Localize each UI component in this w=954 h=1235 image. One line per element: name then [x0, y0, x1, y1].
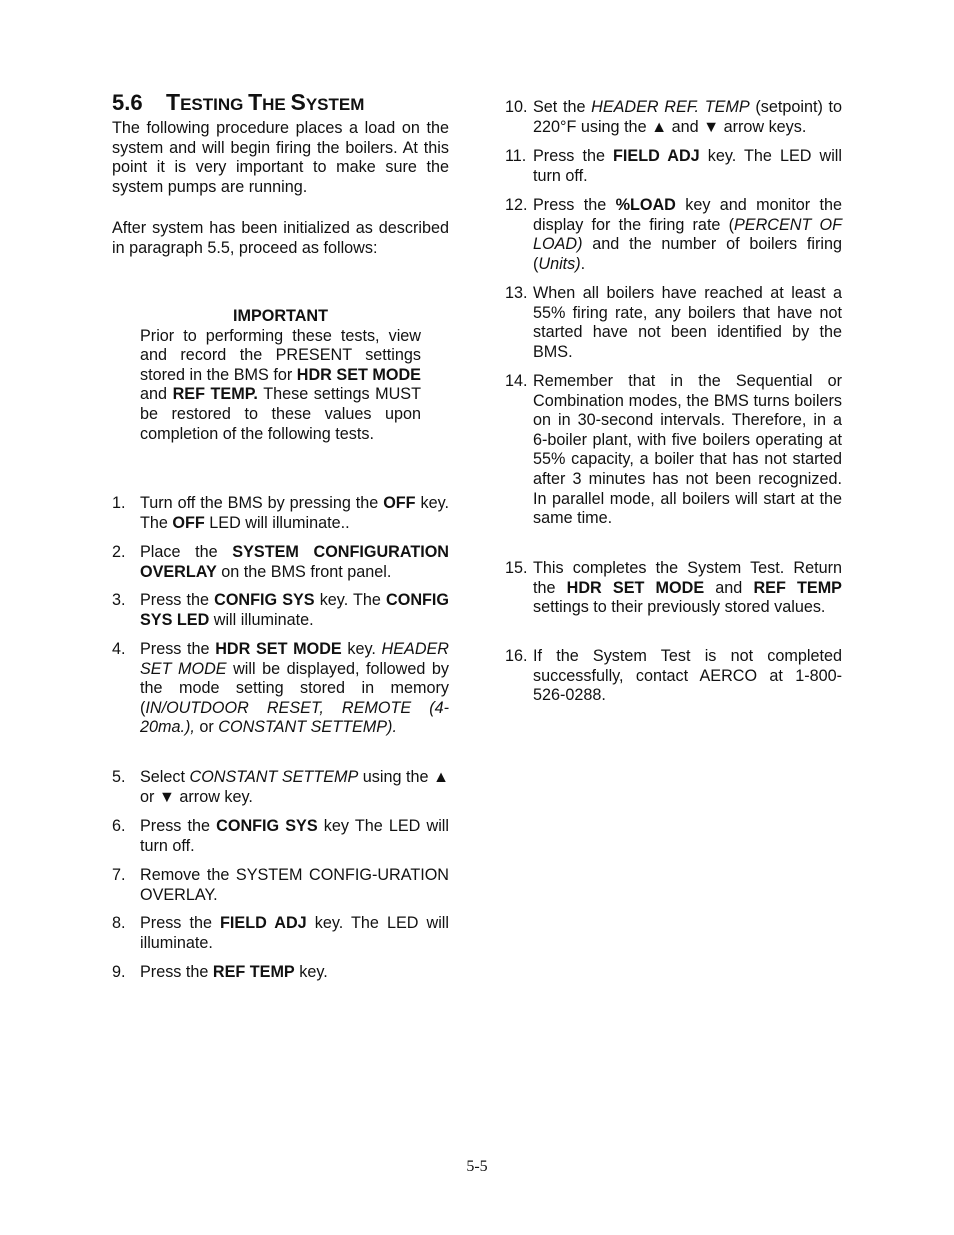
text-run: If the System Test is not completed successfully, contact AERCO at 1-800-526-0288.: [533, 647, 842, 705]
step-number: 13.: [505, 284, 528, 302]
text-run: Press the: [140, 817, 217, 835]
list-item: [505, 147, 842, 186]
text-run: Press the: [140, 591, 215, 609]
step-number: 12.: [505, 196, 528, 214]
text-run: key. The LED will turn off.: [533, 147, 842, 185]
important-title: IMPORTANT: [232, 307, 328, 325]
text-run: key.: [341, 640, 382, 658]
section-title: [166, 90, 364, 115]
step-number: 1.: [112, 494, 126, 512]
bold-text: REF TEMP: [212, 963, 295, 981]
bold-text: REF TEMP: [753, 578, 842, 597]
list-item: [112, 817, 449, 856]
text-run: Place the: [140, 543, 233, 561]
text-run: and the number of boilers firing (: [533, 235, 842, 273]
bold-text: FIELD ADJ: [613, 147, 700, 165]
text-run: Press the: [533, 147, 614, 165]
title-part: ESTING: [180, 95, 249, 114]
list-item: [112, 640, 449, 738]
step-text: [533, 559, 842, 618]
step-number: 15.: [505, 559, 528, 577]
text-run: Remove the SYSTEM CONFIG-URATION OVERLAY.: [140, 866, 449, 904]
bold-text: OFF: [172, 513, 205, 532]
section-number: 5.6: [112, 90, 143, 115]
bold-text: CONFIG SYS LED: [140, 591, 449, 629]
title-part: T: [166, 89, 181, 115]
step-number: 3.: [112, 591, 126, 609]
text-run: Turn off the BMS by pressing the: [140, 494, 384, 512]
bold-text: CONFIG SYS: [216, 817, 318, 835]
step-text: [140, 914, 449, 953]
text-run: (setpoint) to 220°F using the ▲ and ▼ arrow keys.: [533, 98, 842, 136]
text-run: Press the: [533, 196, 616, 214]
important-text: [140, 327, 421, 445]
text-run: will be displayed, followed by the mode setting stored in memory (: [140, 659, 449, 717]
list-item: [112, 914, 449, 953]
title-part: T: [248, 89, 263, 115]
step-text: [140, 866, 449, 905]
text-run: settings to their previously stored values.: [533, 598, 826, 617]
list-item: [112, 494, 449, 533]
text-run: LED will illuminate..: [204, 513, 350, 532]
bold-text: SYSTEM CONFIGURATION OVERLAY: [140, 543, 449, 581]
bold-text: OFF: [383, 494, 416, 512]
step-text: [533, 284, 842, 362]
step-text: [140, 963, 449, 983]
text-run: key. The: [314, 591, 387, 609]
step-number: 7.: [112, 866, 126, 884]
text-run: Set the: [533, 98, 592, 116]
intro-paragraph-1: The following procedure places a load on the system and will begin firing the boilers. At this point it is very important to make sure the system pumps are running.: [112, 119, 449, 196]
text-run: or: [194, 718, 219, 737]
text-run: When all boilers have reached at least a 55% firing rate, any boilers that have not started have not been identified by the BMS.: [533, 284, 842, 361]
list-item: [505, 98, 842, 137]
step-text: [533, 647, 842, 706]
text-run: .: [580, 254, 586, 273]
text-run: Press the: [140, 914, 221, 932]
step-number: 2.: [112, 543, 126, 561]
step-number: 4.: [112, 640, 126, 658]
bold-text: HDR SET MODE: [215, 640, 342, 658]
list-item: [112, 963, 449, 983]
step-text: [533, 372, 842, 529]
text-run: key. The: [140, 494, 449, 532]
list-item: [505, 647, 842, 706]
bold-text: CONFIG SYS: [214, 591, 315, 609]
list-item: [505, 196, 842, 274]
italic-text: HEADER REF. TEMP: [591, 98, 750, 116]
step-text: [140, 591, 449, 630]
list-item: [505, 559, 842, 618]
text-run: key.: [294, 963, 328, 981]
text-run: This completes the System Test. Return the: [533, 559, 842, 597]
italic-text: IN/OUTDOOR RESET, REMOTE (4-20ma.),: [140, 698, 449, 737]
step-text: [533, 196, 842, 274]
text-run: on the BMS front panel.: [216, 562, 392, 581]
italic-text: CONSTANT SETTEMP).: [218, 718, 397, 737]
list-item: [112, 591, 449, 630]
bold-text: HDR SET MODE: [566, 578, 705, 597]
bold-text: REF TEMP.: [172, 385, 258, 404]
italic-text: CONSTANT SETTEMP: [189, 768, 359, 786]
list-item: [112, 866, 449, 905]
text-run: Press the: [140, 640, 216, 658]
step-text: [140, 817, 449, 856]
text-run: Remember that in the Sequential or Combination modes, the BMS turns boilers on in 30-second intervals. Therefore, in a 6-boiler plant, with five boilers operating at 55% capacity, a boiler that has not started after 3 minutes has not been recognized. In parallel mode, all boilers will start at the same time.: [533, 372, 842, 528]
title-part: YSTEM: [305, 95, 365, 114]
intro-paragraph-2: After system has been initialized as described in paragraph 5.5, proceed as follows:: [112, 219, 449, 257]
list-item: [505, 284, 842, 362]
text-run: will illuminate.: [209, 610, 314, 629]
step-text: [533, 98, 842, 137]
text-run: using the ▲ or ▼ arrow key.: [140, 768, 449, 806]
text-run: Press the: [140, 963, 213, 981]
bold-text: HDR SET MODE: [296, 365, 421, 384]
text-run: key. The LED will illuminate.: [140, 914, 449, 952]
step-number: 5.: [112, 768, 126, 786]
title-part: S: [290, 89, 306, 115]
step-number: 10.: [505, 98, 528, 116]
step-text: [533, 147, 842, 186]
step-number: 9.: [112, 963, 126, 981]
text-run: key and monitor the display for the firing rate (: [533, 196, 842, 234]
page-number: 5-5: [466, 1158, 488, 1175]
step-number: 8.: [112, 914, 126, 932]
step-number: 6.: [112, 817, 126, 835]
text-run: Prior to performing these tests, view and record the PRESENT settings stored in the BMS for: [140, 326, 421, 384]
step-text: [140, 494, 449, 533]
text-run: Select: [140, 768, 190, 786]
italic-text: HEADER SET MODE: [140, 640, 449, 678]
title-part: HE: [262, 95, 291, 114]
text-run: These settings MUST be restored to these values upon completion of the following tests.: [140, 385, 421, 443]
list-item: [112, 543, 449, 582]
step-number: 14.: [505, 372, 528, 390]
step-text: [140, 543, 449, 582]
section-heading: [112, 88, 364, 119]
text-run: and: [140, 385, 173, 404]
italic-text: Units): [538, 254, 581, 273]
bold-text: %LOAD: [615, 196, 676, 214]
list-item: [505, 372, 842, 529]
bold-text: FIELD ADJ: [220, 914, 307, 932]
text-run: and: [704, 578, 754, 597]
step-text: [140, 640, 449, 738]
italic-text: PERCENT OF LOAD): [533, 215, 842, 254]
step-number: 16.: [505, 647, 528, 665]
step-text: [140, 768, 449, 807]
list-item: [112, 768, 449, 807]
step-number: 11.: [505, 147, 527, 165]
text-run: key The LED will turn off.: [140, 817, 449, 855]
important-notice: [140, 307, 421, 444]
